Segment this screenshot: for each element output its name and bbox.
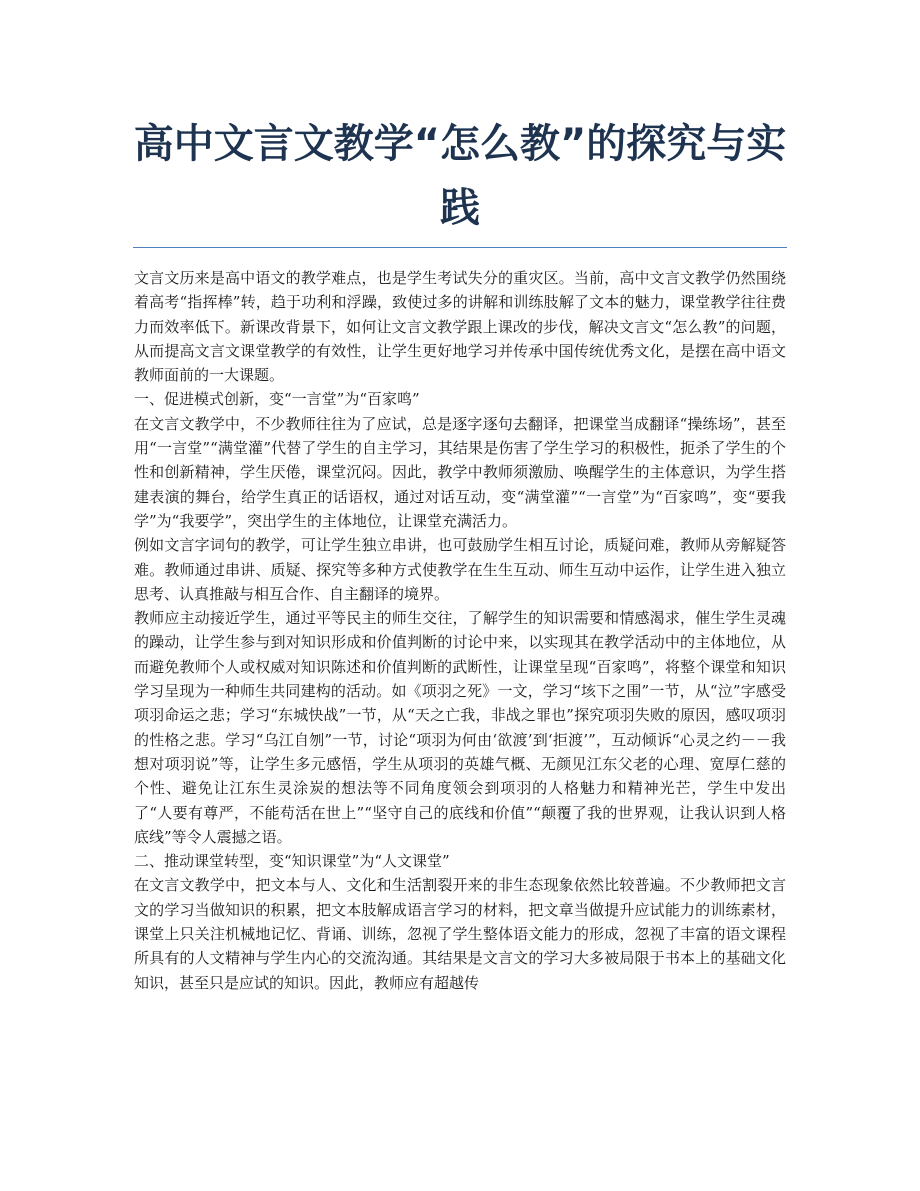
body-paragraph: 例如文言字词句的教学，可让学生独立串讲，也可鼓励学生相互讨论，质疑问难，教师从旁解疑答难。教师通过串讲、质疑、探究等多种方式使教学在生生互动、师生互动中运作，让学生进入独立思考、认真推敲与相互合作、自主翻译的境界。 [134,536,786,603]
intro-paragraph: 文言文历来是高中语文的教学难点，也是学生考试失分的重灾区。当前，高中文言文教学仍然围绕着高考“指挥棒”转，趋于功利和浮躁，致使过多的讲解和训练肢解了文本的魅力，课堂教学往往费力而效率低下。新课改背景下，如何让文言文教学跟上课改的步伐，解决文言文“怎么教”的问题，从而提高文言文课堂教学的有效性，让学生更好地学习并传承中国传统优秀文化，是摆在高中语文教师面前的一大课题。 [134,269,786,385]
document-body [134,266,786,995]
body-paragraph: 在文言文教学中，把文本与人、文化和生活割裂开来的非生态现象依然比较普遍。不少教师把文言文的学习当做知识的积累，把文本肢解成语言学习的材料，把文章当做提升应试能力的训练素材，课堂上只关注机械地记忆、背诵、训练，忽视了学生整体语文能力的形成，忽视了丰富的语文课程所具有的人文精神与学生内心的交流沟通。其结果是文言文的学习大多被局限于书本上的基础文化知识，甚至只是应试的知识。因此，教师应有超越传 [134,876,786,992]
body-paragraph: 在文言文教学中，不少教师往往为了应试，总是逐字逐句去翻译，把课堂当成翻译“操练场”，甚至用“一言堂”“满堂灌”代替了学生的自主学习，其结果是伤害了学生学习的积极性，扼杀了学生的个性和创新精神，学生厌倦，课堂沉闷。因此，教学中教师须激励、唤醒学生的主体意识，为学生搭建表演的舞台，给学生真正的话语权，通过对话互动，变“满堂灌”“一言堂”为“百家鸣”，变“要我学”为“我要学”，突出学生的主体地位，让课堂充满活力。 [134,414,786,530]
document-title: 高中文言文教学“怎么教”的探究与实践 [133,121,787,231]
section-heading-2: 二、推动课堂转型，变“知识课堂”为“人文课堂” [134,852,450,871]
section-heading-1: 一、促进模式创新，变“一言堂”为“百家鸣” [134,390,420,409]
title-divider [133,247,787,248]
body-paragraph: 教师应主动接近学生，通过平等民主的师生交往，了解学生的知识需要和情感渴求，催生学生灵魂的躁动，让学生参与到对知识形成和价值判断的讨论中来，以实现其在教学活动中的主体地位，从而避免教师个人或权威对知识陈述和价值判断的武断性，让课堂呈现“百家鸣”，将整个课堂和知识学习呈现为一种师生共同建构的活动。如《项羽之死》一文，学习“垓下之围”一节，从“泣”字感受项羽命运之悲；学习“东城快战”一节，从“天之亡我，非战之罪也”探究项羽失败的原因，感叹项羽的性格之悲。学习“乌江自刎”一节，讨论“项羽为何由‘欲渡’到‘拒渡’”，互动倾诉“心灵之约－－我想对项羽说”等，让学生多元感悟，学生从项羽的英雄气概、无颜见江东父老的心理、宽厚仁慈的个性、避免让江东生灵涂炭的想法等不同角度领会到项羽的人格魅力和精神光芒，学生中发出了“人要有尊严，不能苟活在世上”“坚守自己的底线和价值”“颠覆了我的世界观，让我认识到人格底线”等令人震撼之语。 [134,609,786,846]
